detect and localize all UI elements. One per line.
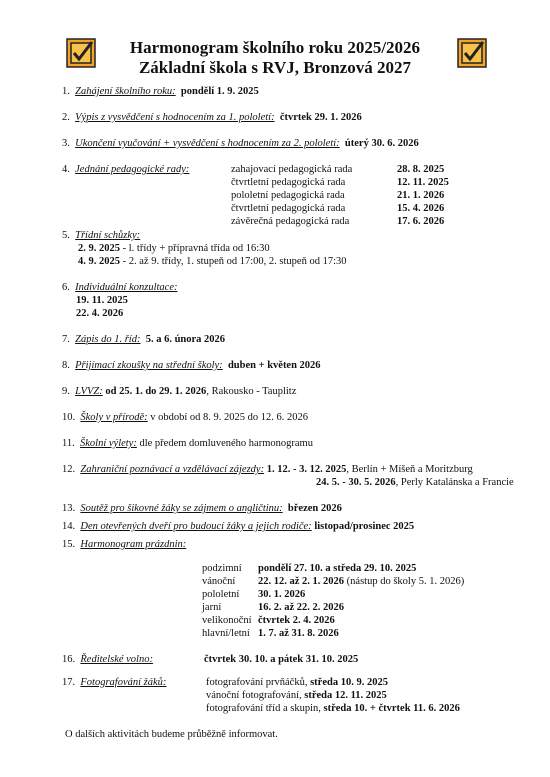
board-date: 28. 8. 2025 [397, 164, 445, 175]
director-leave-value: čtvrtek 30. 10. a pátek 31. 10. 2025 [204, 654, 359, 665]
item-photography: 17. Fotografování žáků: [62, 677, 167, 688]
holiday-name: jarní [202, 602, 222, 613]
item-open-day: 14. Den otevřených dveří pro budoucí žáky a jejich rodiče: listopad/prosinec 2025 [62, 521, 415, 532]
item-director-leave: 16. Ředitelské volno: [62, 654, 153, 665]
item-holidays: 15. Harmonogram prázdnin: [62, 539, 187, 550]
board-name: čtvrtletní pedagogická rada [231, 177, 346, 188]
footer-note: O dalších aktivitách budeme průběžně informovat. [65, 729, 278, 740]
item-school-start: 1. Zahájení školního roku: pondělí 1. 9. 2025 [62, 86, 259, 97]
item-pedagogical-board: 4. Jednání pedagogické rady: [62, 164, 190, 175]
item-school-trips: 11. Školní výlety: dle předem domluveného harmonogramu [62, 438, 313, 449]
board-date: 15. 4. 2026 [397, 203, 445, 214]
holiday-value: čtvrtek 2. 4. 2026 [258, 615, 335, 626]
board-name: čtvrtletní pedagogická rada [231, 203, 346, 214]
holiday-name: hlavní/letní [202, 628, 250, 639]
board-name: zahajovací pedagogická rada [231, 164, 353, 175]
holiday-value: 22. 12. až 2. 1. 2026 (nástup do školy 5. 1. 2026) [258, 576, 465, 587]
holiday-value: 1. 7. až 31. 8. 2026 [258, 628, 339, 639]
item-enrollment: 7. Zápis do 1. říd: 5. a 6. února 2026 [62, 334, 226, 345]
meeting-line: 4. 9. 2025 - 2. až 9. třídy, 1. stupeň od 17:00, 2. stupeň od 17:30 [78, 256, 347, 267]
document-subtitle: Základní škola s RVJ, Bronzová 2027 [138, 58, 412, 77]
item-english-contest: 13. Soutěž pro šikovné žáky se zájmem o angličtinu: březen 2026 [62, 503, 342, 514]
item-entrance-exams: 8. Přijímací zkoušky na střední školy: duben + květen 2026 [62, 360, 321, 371]
consultation-date: 22. 4. 2026 [76, 308, 124, 319]
holiday-name: podzimní [202, 563, 242, 574]
meeting-line: 2. 9. 2025 - l. třídy + přípravná třída od 16:30 [78, 243, 270, 254]
consultation-date: 19. 11. 2025 [76, 295, 128, 306]
holiday-value: pondělí 27. 10. a středa 29. 10. 2025 [258, 563, 417, 574]
holiday-name: vánoční [202, 576, 236, 587]
item-parent-meetings: 5. Třídní schůzky: [62, 230, 141, 241]
document-title: Harmonogram školního roku 2025/2026 [129, 38, 421, 57]
holiday-name: pololetní [202, 589, 240, 600]
board-date: 17. 6. 2026 [397, 216, 445, 227]
holiday-value: 30. 1. 2026 [258, 589, 306, 600]
item-foreign-trips: 12. Zahraniční poznávací a vzdělávací zájezdy: 1. 12. - 3. 12. 2025, Berlín + Míšeň a Moritzburg [62, 464, 473, 475]
photo-line: vánoční fotografování, středa 12. 11. 2025 [206, 690, 387, 701]
foreign-trip-line: 24. 5. - 30. 5. 2026, Perly Katalánska a Francie [316, 477, 514, 488]
board-date: 21. 1. 2026 [397, 190, 445, 201]
item-ski-course: 9. LVVZ: od 25. 1. do 29. 1. 2026, Rakousko - Tauplitz [62, 386, 297, 397]
item-consultations: 6. Individuální konzultace: [62, 282, 178, 293]
photo-line: fotografování prvňáčků, středa 10. 9. 2025 [206, 677, 388, 688]
item-half-year-report: 2. Výpis z vysvědčení s hodnocením za 1. pololetí: čtvrtek 29. 1. 2026 [62, 112, 362, 123]
item-nature-school: 10. Školy v přírodě: v období od 8. 9. 2025 do 12. 6. 2026 [62, 412, 309, 423]
photo-line: fotografování tříd a skupin, středa 10. + čtvrtek 11. 6. 2026 [206, 703, 460, 714]
holiday-name: velikonoční [202, 615, 252, 626]
holiday-value: 16. 2. až 22. 2. 2026 [258, 602, 345, 613]
board-date: 12. 11. 2025 [397, 177, 449, 188]
board-name: pololetní pedagogická rada [231, 190, 345, 201]
board-name: závěrečná pedagogická rada [231, 216, 350, 227]
item-year-end: 3. Ukončení vyučování + vysvědčení s hodnocením za 2. pololetí: úterý 30. 6. 2026 [62, 138, 419, 149]
